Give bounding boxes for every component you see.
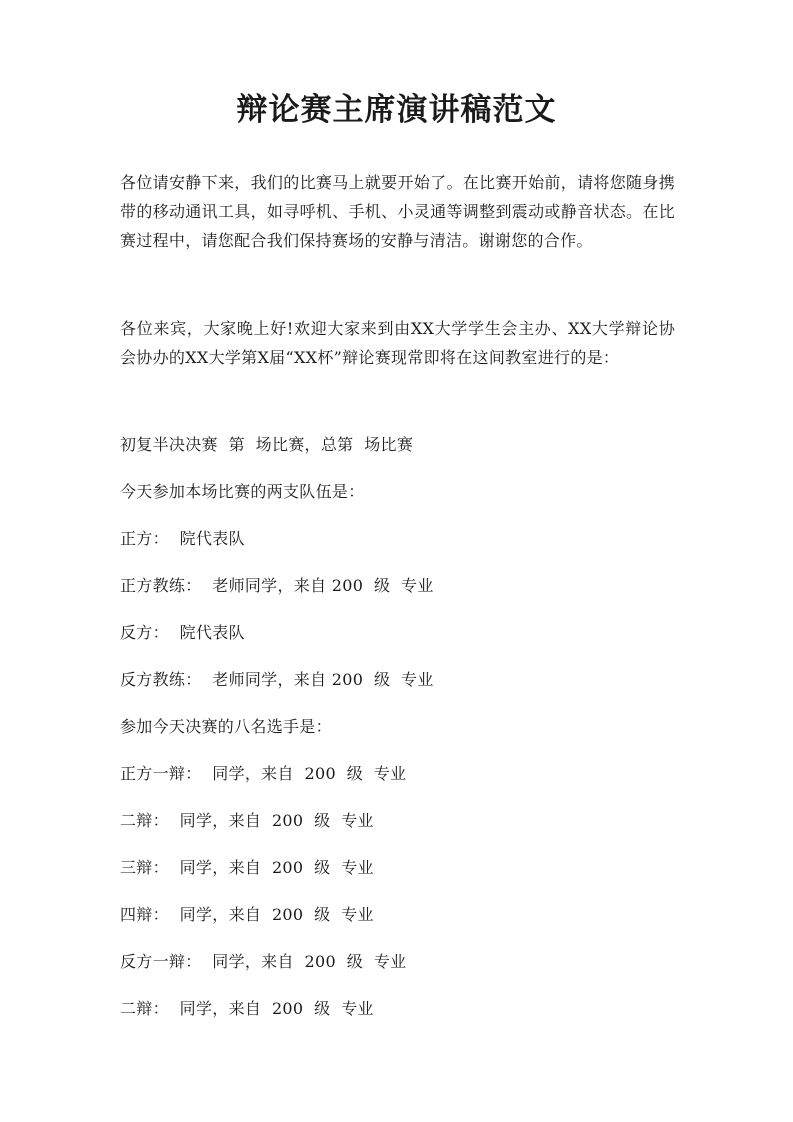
line-debaters-intro: 参加今天决赛的八名选手是： (120, 717, 332, 736)
line-affirmative-second: 二辩： 同学，来自 200 级 专业 (120, 811, 374, 830)
line-negative-second: 二辩： 同学，来自 200 级 专业 (120, 999, 374, 1018)
line-affirmative-first: 正方一辩： 同学，来自 200 级 专业 (120, 764, 407, 783)
document-title: 辩论赛主席演讲稿范文 (236, 92, 557, 128)
line-affirmative-team: 正方： 院代表队 (120, 529, 245, 548)
line-affirmative-fourth: 四辩： 同学，来自 200 级 专业 (120, 905, 374, 924)
paragraph-welcome: 各位来宾，大家晚上好!欢迎大家来到由XX大学学生会主办、XX大学辩论协会协办的XX大学第X届“XX杯”辩论赛现常即将在这间教室进行的是： (120, 319, 675, 367)
line-match-round: 初复半决决赛 第 场比赛，总第 场比赛 (120, 435, 414, 454)
line-negative-first: 反方一辩： 同学，来自 200 级 专业 (120, 952, 407, 971)
line-negative-coach: 反方教练： 老师同学，来自 200 级 专业 (120, 670, 434, 689)
line-affirmative-third: 三辩： 同学，来自 200 级 专业 (120, 858, 374, 877)
line-negative-team: 反方： 院代表队 (120, 623, 245, 642)
paragraph-announcement: 各位请安静下来，我们的比赛马上就要开始了。在比赛开始前，请将您随身携带的移动通讯工具，如寻呼机、手机、小灵通等调整到震动或静音状态。在比赛过程中，请您配合我们保持赛场的安静与清洁。谢谢您的合作。 (120, 173, 675, 250)
line-affirmative-coach: 正方教练： 老师同学，来自 200 级 专业 (120, 576, 434, 595)
line-teams-intro: 今天参加本场比赛的两支队伍是： (120, 482, 365, 501)
